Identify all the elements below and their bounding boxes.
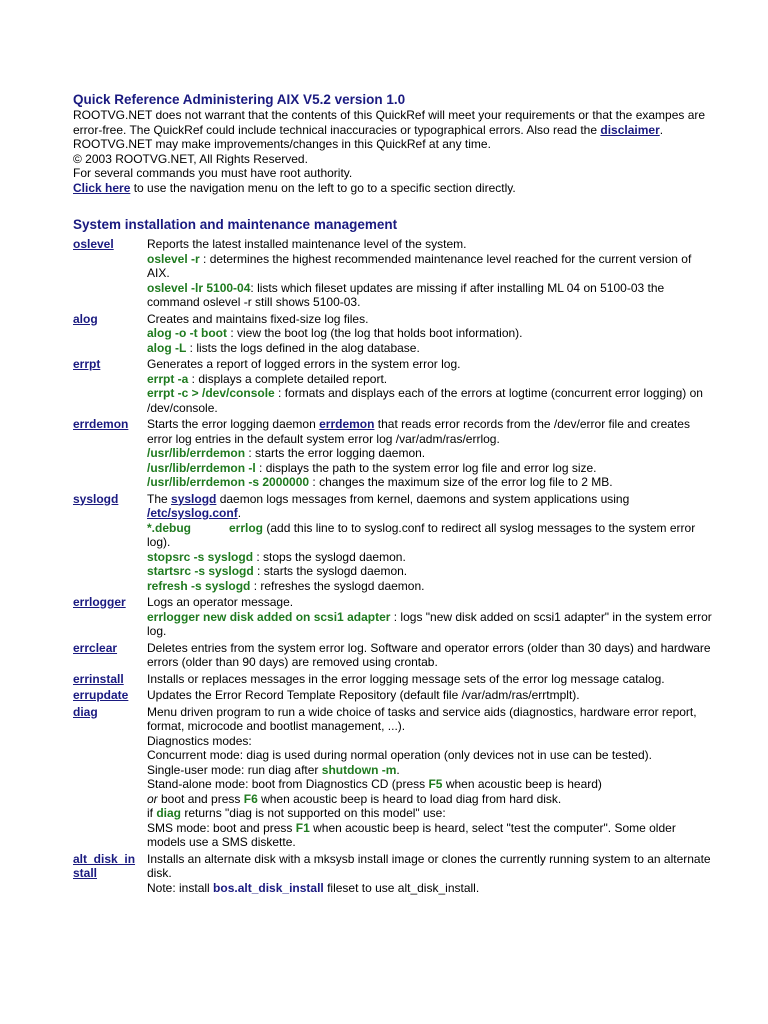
description-text: boot and press [157,791,244,806]
command-description: : displays the path to the system error log file and error log size. [255,460,597,475]
navigation-note [73,181,713,196]
entry-diag [73,705,713,850]
command: errlogger new disk added on scsi1 adapter [147,609,391,624]
description [147,792,713,807]
command-description: : formats and displays each of the errors at logtime (concurrent error logging) on /dev/console. [147,386,703,415]
entry-errclear [73,641,713,670]
description: Creates and maintains fixed-size log files. [147,311,369,326]
example-line [147,475,713,490]
command: oslevel -r [147,251,200,266]
description: Reports the latest installed maintenance level of the system. [147,237,467,251]
command: diag [156,806,182,820]
warranty-paragraph [73,108,713,152]
command-description: : starts the syslogd daemon. [253,564,408,578]
example-line [147,521,713,550]
term-link-alt-disk-install[interactable] [73,852,135,881]
syslogd-link[interactable]: syslogd [171,491,217,506]
example-line [147,252,713,281]
entry-alt-disk-install [73,852,713,896]
description-text: when acoustic beep is heard, select "test the computer". Some older models use a SMS diskette. [147,820,676,849]
section-title: System installation and maintenance management [73,217,398,232]
example-line [147,550,713,565]
description: Installs an alternate disk with a mksysb install image or clones the currently running system to an alternate disk. [147,851,711,880]
command: errlog [229,520,264,535]
description-text: . [237,506,242,520]
description-text: The [147,491,172,506]
command-description: : refreshes the syslogd daemon. [250,578,425,593]
document-page [73,92,713,897]
click-here-link[interactable]: Click here [73,180,131,195]
command-description: (add this line to to syslog.conf to redirect all syslog messages to the system error log). [147,520,696,549]
description: Concurrent mode: diag is used during normal operation (only devices not in use can be tested). [147,748,652,762]
term-link-diag[interactable]: diag [73,704,98,719]
root-authority-note: For several commands you must have root authority. [73,166,353,180]
command: alog -o -t boot [147,326,227,340]
example-line [147,372,713,387]
page-title: Quick Reference Administering AIX V5.2 version 1.0 [73,92,406,107]
command: *.debug [147,520,191,535]
description-text: . [396,762,400,777]
description [147,881,713,896]
description: Generates a report of logged errors in the system error log. [147,357,461,371]
command-description: : determines the highest recommended maintenance level reached for the current version of AIX. [147,251,692,280]
entry-oslevel [73,237,713,310]
description: Deletes entries from the system error log. Software and operator errors (older than 30 days) and hardware errors (older than 90 days) are removed using crontab. [147,640,711,669]
term-link-errdemon[interactable]: errdemon [73,417,129,431]
example-line [147,461,713,476]
command-description: : lists the logs defined in the alog database. [186,340,420,355]
term-part: stall [73,866,98,880]
description-text: if [147,806,157,820]
command-description: : logs "new disk added on scsi1 adapter" in the system error log. [147,609,712,638]
key: F5 [428,777,443,791]
command-description: : changes the maximum size of the error log file to 2 MB. [309,475,613,489]
description-text: returns "diag is not supported on this model" use: [181,806,446,820]
description: Diagnostics modes: [147,733,252,748]
example-line [147,341,713,356]
term-part: alt_disk_in [73,851,136,866]
description: Logs an operator message. [147,595,294,609]
entry-errinstall [73,672,713,687]
description [147,806,713,821]
command: alog -L [147,340,187,355]
warranty-text: ROOTVG.NET does not warrant that the contents of this QuickRef will meet your requirements or that the exampes are error-free. The QuickRef could include technical inaccuracies or typographical errors. Also read the [73,108,706,137]
description-text: Single-user mode: run diag after [147,762,322,777]
example-line [147,326,713,341]
description-text: that reads error records from the /dev/error file and creates error log entries in the default system error log /var/adm/ras/errlog. [147,417,690,446]
description-text: fileset to use alt_disk_install. [323,880,480,895]
fileset-link[interactable]: bos.alt_disk_install [213,880,324,895]
description-text: when acoustic beep is heard to load diag from hard disk. [257,791,562,806]
command: /usr/lib/errdemon -l [147,460,256,475]
description [147,821,713,850]
description: Installs or replaces messages in the error logging message sets of the error log message catalog. [147,671,665,686]
description-text: daemon logs messages from kernel, daemons and system applications using [216,491,630,506]
term-link-errlogger[interactable]: errlogger [73,595,126,609]
key: F6 [243,791,258,806]
term-link-errupdate[interactable]: errupdate [73,688,129,702]
intro-block [73,108,713,195]
command: startsrc -s syslogd [147,564,254,578]
command-description: : starts the error logging daemon. [245,446,426,460]
description [147,417,713,446]
description-text: Starts the error logging daemon [147,417,320,431]
command-description: : stops the syslogd daemon. [253,549,406,564]
command: /usr/lib/errdemon -s 2000000 [147,475,310,489]
entry-errlogger [73,595,713,639]
navigation-note-text: to use the navigation menu on the left to go to a specific section directly. [130,180,516,195]
command-description: : view the boot log (the log that holds boot information). [226,326,523,340]
description-text: SMS mode: boot and press [147,820,296,835]
entry-errupdate [73,688,713,703]
term-link-alog[interactable]: alog [73,311,98,326]
description: Menu driven program to run a wide choice of tasks and service aids (diagnostics, hardware error report, format, microcode and bootlist management, ...). [147,704,697,733]
example-line [147,446,713,461]
command: oslevel -lr 5100-04 [147,280,251,295]
syslog-conf-link[interactable]: /etc/syslog.conf [147,506,238,520]
errdemon-link[interactable]: errdemon [319,417,375,431]
term-link-oslevel[interactable]: oslevel [73,237,114,251]
term-link-errinstall[interactable]: errinstall [73,671,124,686]
term-link-errpt[interactable]: errpt [73,357,101,371]
copyright-text: © 2003 ROOTVG.NET, All Rights Reserved. [73,151,308,166]
entry-syslogd [73,492,713,594]
command: errpt -a [147,371,189,386]
description-text: Note: install [147,880,214,895]
term-link-errclear[interactable]: errclear [73,640,118,655]
key: F1 [295,820,310,835]
description [147,777,713,792]
command-description: : lists which fileset updates are missing if after installing ML 04 on 5100-03 the command oslevel -r still shows 5100-03. [147,280,665,309]
entry-alog [73,312,713,356]
example-line [147,564,713,579]
command: errpt -c > /dev/console [147,386,275,400]
example-line [147,579,713,594]
example-line [147,610,713,639]
command: refresh -s syslogd [147,578,251,593]
description-text: when acoustic beep is heard) [442,777,602,791]
entry-errpt [73,357,713,415]
description [147,492,713,521]
description-text: Stand-alone mode: boot from Diagnostics CD (press [147,777,429,791]
description [147,763,713,778]
disclaimer-link[interactable]: disclaimer [600,122,660,137]
term-link-syslogd[interactable]: syslogd [73,491,119,506]
command: stopsrc -s syslogd [147,549,254,564]
example-line [147,386,713,415]
command: shutdown -m [321,762,397,777]
warranty-text-end: . ROOTVG.NET may make improvements/changes in this QuickRef at any time. [73,122,664,151]
command: /usr/lib/errdemon [147,446,246,460]
description: Updates the Error Record Template Repository (default file /var/adm/ras/errtmplt). [147,688,580,702]
emphasis: or [147,791,158,806]
example-line [147,281,713,310]
entry-errdemon [73,417,713,490]
command-description: : displays a complete detailed report. [188,371,388,386]
